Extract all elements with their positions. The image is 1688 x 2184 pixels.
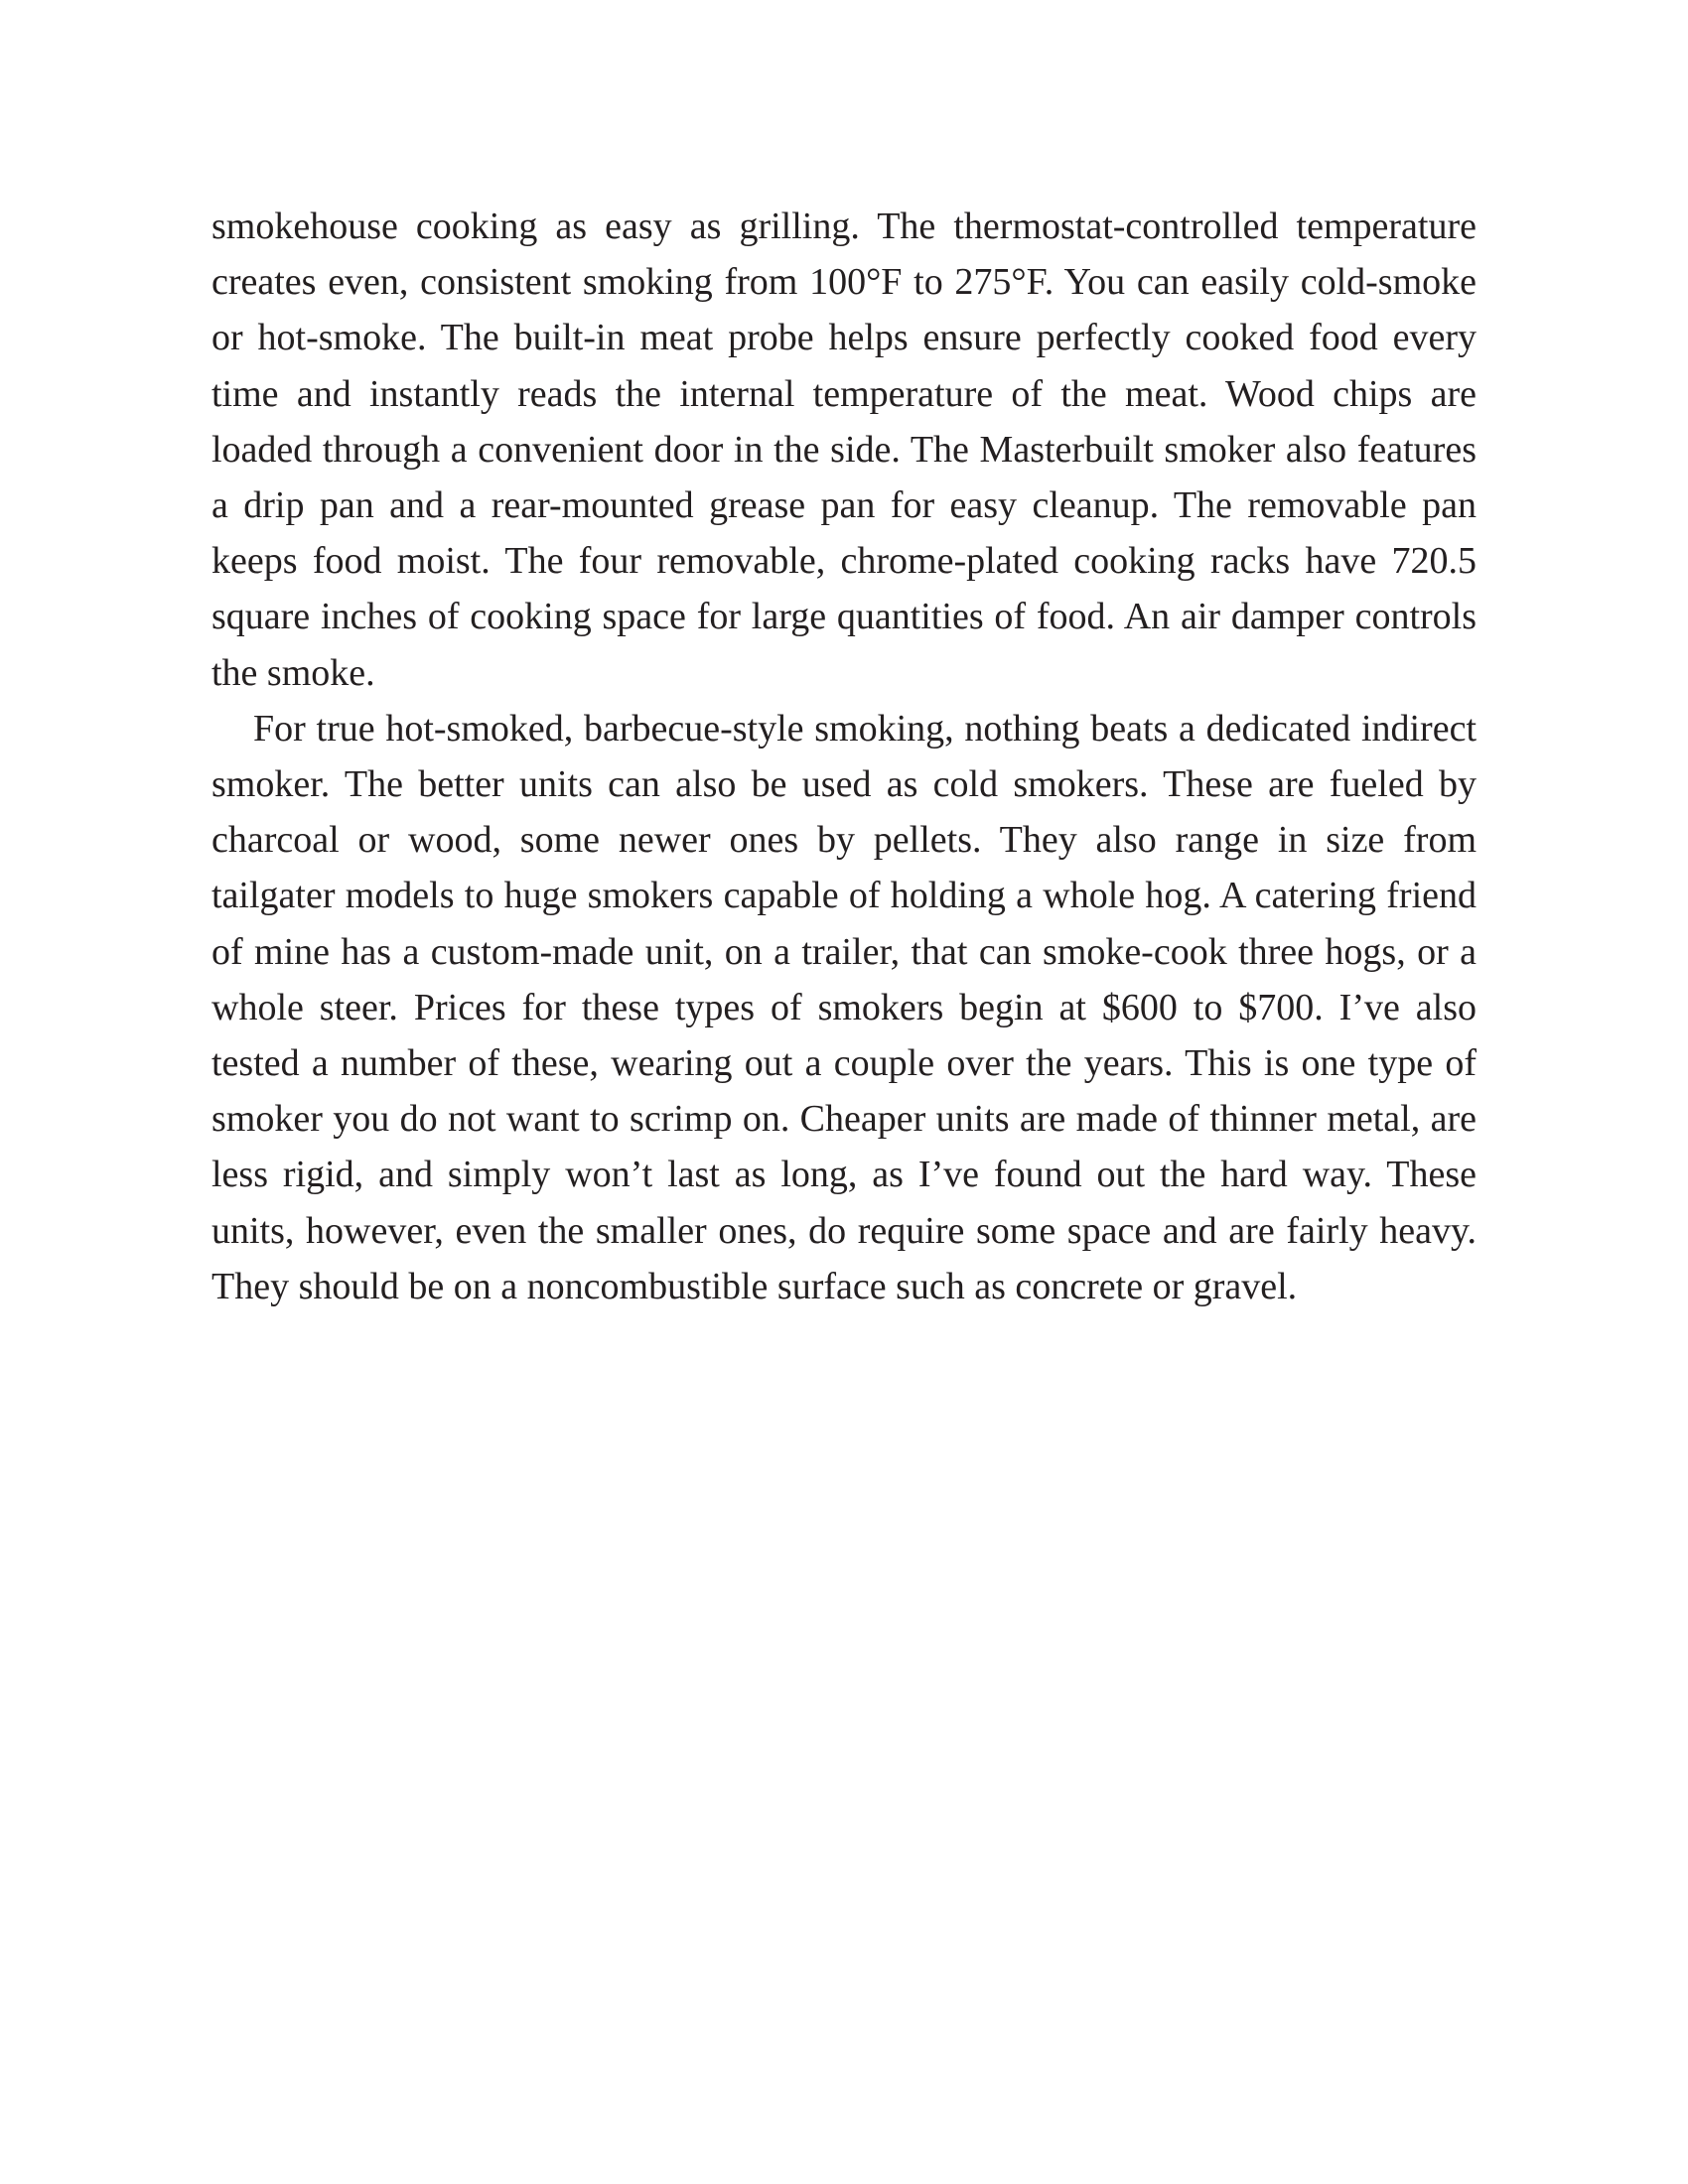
paragraph-indirect-smokers: For true hot-smoked, barbecue-style smoking, nothing beats a dedicated indirect smoker. The better units can also be used as cold smokers. These are fueled by charcoal or wood, some newer ones by pellets. They also range in size from tailgater models to huge smokers capable of holding a whole hog. A catering friend of mine has a custom-made unit, on a trailer, that can smoke-cook three hogs, or a whole steer. Prices for these types of smokers begin at $600 to $700. I’ve also tested a number of these, wearing out a couple over the years. This is one type of smoker you do not want to scrimp on. Cheaper units are made of thinner metal, are less rigid, and simply won’t last as long, as I’ve found out the hard way. These units, however, even the smaller ones, do require some space and are fairly heavy. They should be on a noncombustible surface such as concrete or gravel.	[211, 707, 1477, 1307]
body-text	[211, 199, 1477, 1314]
paragraph-continued: smokehouse cooking as easy as grilling. The thermostat-controlled temperature creates even, consistent smoking from 100°F to 275°F. You can easily cold-smoke or hot-smoke. The built-in meat probe helps ensure perfectly cooked food every time and instantly reads the internal temperature of the meat. Wood chips are loaded through a convenient door in the side. The Masterbuilt smoker also features a drip pan and a rear-mounted grease pan for easy cleanup. The removable pan keeps food moist. The four removable, chrome-plated cooking racks have 720.5 square inches of cooking space for large quantities of food. An air damper controls the smoke.	[211, 205, 1477, 694]
